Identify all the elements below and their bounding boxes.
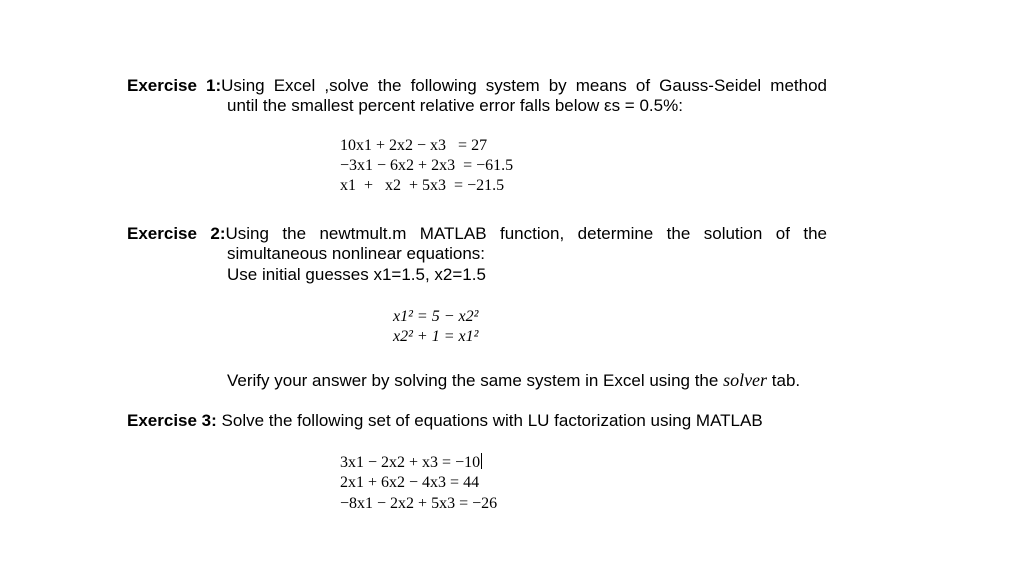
exercise-2-verify-after: tab. [767,371,801,390]
exercise-3-equation-1 [340,453,482,473]
exercise-2-verify [227,370,800,391]
exercise-3-equation-3: −8x1 − 2x2 + 5x3 = −26 [340,495,498,512]
exercise-3-equation-2: 2x1 + 6x2 − 4x3 = 44 [340,474,480,491]
exercise-2-line-2: simultaneous nonlinear equations: [227,244,486,263]
exercise-2-line-3: Use initial guesses x1=1.5, x2=1.5 [227,265,486,284]
exercise-2-equation-1: x1² = 5 − x2² [393,308,479,325]
text-cursor [481,453,482,469]
exercise-2-label: Exercise 2: [127,224,226,243]
exercise-2-text-1: Using the newtmult.m MATLAB function, determine the solution of the [225,224,827,243]
exercise-2-verify-solver: solver [723,370,768,390]
exercise-1-line-2: until the smallest percent relative error falls below εs = 0.5%: [227,96,683,115]
exercise-1-equation-2: −3x1 − 6x2 + 2x3 = −61.5 [340,157,514,174]
exercise-1-line-1 [127,76,827,96]
exercise-1-equation-3: x1 + x2 + 5x3 = −21.5 [340,177,505,194]
exercise-3-line-1 [127,411,763,431]
exercise-1-label: Exercise 1: [127,76,222,95]
exercise-2-verify-before: Verify your answer by solving the same system in Excel using the [227,371,724,390]
exercise-3-text-1: Solve the following set of equations with LU factorization using MATLAB [216,411,763,430]
exercise-3-equation-1-text: 3x1 − 2x2 + x3 = −10 [340,454,481,471]
exercise-3-label: Exercise 3: [127,411,217,430]
exercise-2-line-1 [127,224,827,244]
exercise-1-equation-1: 10x1 + 2x2 − x3 = 27 [340,137,488,154]
exercise-2-equation-2: x2² + 1 = x1² [393,328,479,345]
exercise-1-text-1: Using Excel ,solve the following system by means of Gauss-Seidel method [221,76,827,95]
